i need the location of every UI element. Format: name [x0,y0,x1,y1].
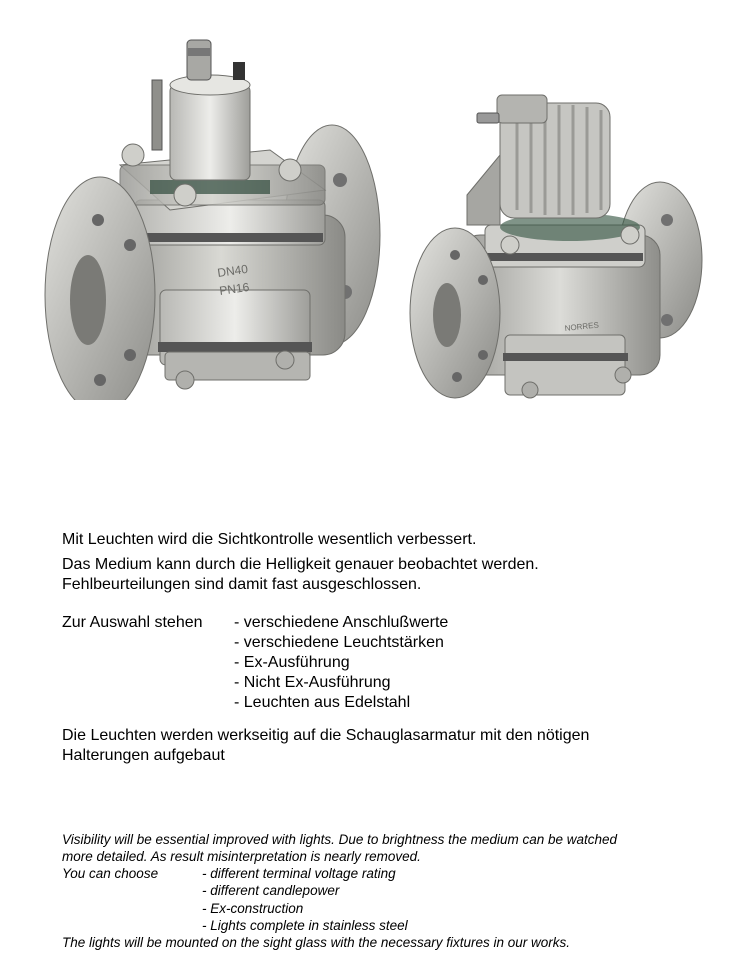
english-option-item: - Lights complete in stainless steel [202,917,408,933]
english-options-lead: You can choose [62,866,159,881]
english-option-item: - Ex-construction [202,900,304,916]
german-option-item: - Leuchten aus Edelstahl [234,694,411,711]
valve-with-light-photo [40,30,390,400]
german-mounting-line: Halterungen aufgebaut [62,747,225,764]
german-intro-line: Das Medium kann durch die Helligkeit genauer beobachtet werden. [62,556,539,573]
german-mounting-note [62,726,702,766]
english-mounting-line: The lights will be mounted on the sight glass with the necessary fixtures in our works. [62,935,570,950]
german-intro-line: Fehlbeurteilungen sind damit fast ausgeschlossen. [62,576,422,593]
english-option-item: - different terminal voltage rating [202,866,396,881]
valve-with-ex-light-photo [405,85,710,410]
german-option-item: - Nicht Ex-Ausführung [234,674,391,691]
german-options-lead: Zur Auswahl stehen [62,614,203,631]
english-options [62,865,722,934]
german-option-item: - verschiedene Anschlußwerte [234,614,449,631]
german-option-item: - verschiedene Leuchtstärken [234,634,444,651]
casting-mark-pn: PN16 [218,279,251,298]
german-intro-line: Mit Leuchten wird die Sichtkontrolle wesentlich verbessert. [62,531,477,548]
english-intro-line: Visibility will be essential improved with lights. Due to brightness the medium can be watched [62,832,618,847]
english-intro [62,831,722,866]
english-option-item: - different candlepower [202,883,340,899]
casting-mark-dn: DN40 [216,261,249,280]
german-mounting-line: Die Leuchten werden werkseitig auf die Schauglasarmatur mit den nötigen [62,727,590,744]
casting-mark-brand: NORRES [564,320,600,333]
english-mounting-note [62,934,722,951]
german-options [62,613,622,713]
german-option-item: - Ex-Ausführung [234,654,350,671]
german-intro [62,530,539,595]
english-intro-line: more detailed. As result misinterpretation is nearly removed. [62,849,421,865]
